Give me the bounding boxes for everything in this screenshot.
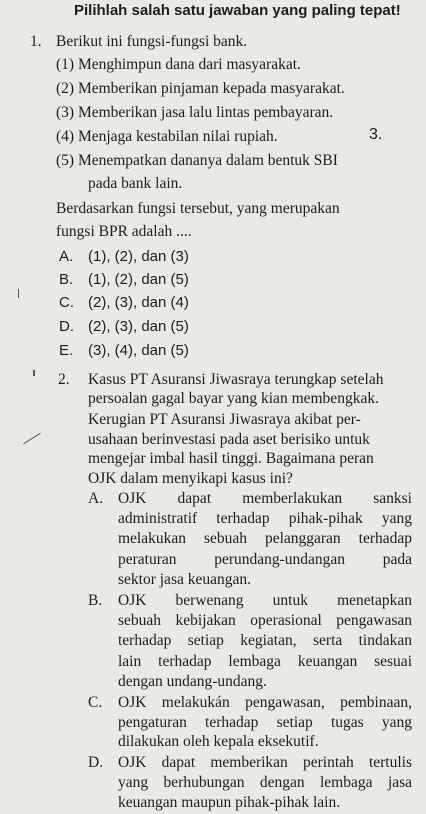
q1-option-e-letter: E.	[59, 342, 74, 359]
q1-option-d[interactable]: (2), (3), dan (5)	[88, 318, 189, 335]
q1-option-a[interactable]: (1), (2), dan (3)	[88, 248, 189, 265]
q2-option-b-line[interactable]: sebuah kebijakan operasional pengawasan	[118, 612, 412, 630]
q2-stem-line-6: OJK dalam menyikapi kasus ini?	[88, 469, 293, 487]
q2-option-b-letter: B.	[88, 591, 103, 609]
q1-option-d-letter: D.	[59, 318, 74, 335]
q2-option-c-line[interactable]: dilakukan oleh kepala eksekutif.	[118, 733, 319, 751]
q2-option-d-line[interactable]: OJK dapat memberikan perintah tertulis	[118, 753, 412, 771]
q2-stem-line-3: Kerugian PT Asuransi Jiwasraya akibat per-	[88, 410, 361, 428]
q2-option-c-line[interactable]: pengaturan terhadap setiap tugas yang	[118, 714, 412, 732]
q2-option-b-line[interactable]: OJK berwenang untuk menetapkan	[118, 591, 412, 609]
side-number: 3.	[369, 126, 383, 143]
q1-option-b[interactable]: (1), (2), dan (5)	[88, 271, 189, 288]
margin-pen-mark	[33, 370, 35, 376]
q2-option-b-line[interactable]: dengan undang-undang.	[118, 672, 267, 690]
q2-stem-line-2: persoalan gagal bayar yang kian membengkak.	[88, 390, 379, 408]
q1-option-c-letter: C.	[59, 294, 74, 311]
q1-option-b-letter: B.	[59, 271, 74, 288]
q2-option-b-line[interactable]: terhadap setiap kegiatan, serta tindakan	[118, 632, 412, 650]
q2-stem-line-5: mengejar imbal hasil tinggi. Bagaimana peran	[88, 450, 374, 468]
q2-option-a-line[interactable]: sektor jasa keuangan.	[118, 570, 251, 588]
q1-item-4: (4) Menjaga kestabilan nilai rupiah.	[56, 128, 278, 145]
q1-item-3: (3) Memberikan jasa lalu lintas pembayaran.	[56, 104, 334, 121]
q1-option-c[interactable]: (2), (3), dan (4)	[88, 294, 189, 311]
margin-pen-mark	[23, 432, 40, 443]
q1-question-line-1: Berdasarkan fungsi tersebut, yang merupakan	[56, 200, 340, 217]
q2-option-a-line[interactable]: administratif terhadap pihak-pihak yang	[118, 510, 412, 528]
instruction-header: Pilihlah salah satu jawaban yang paling tepat!	[74, 2, 401, 19]
q2-option-d-letter: D.	[88, 753, 104, 771]
q2-option-d-line[interactable]: keuangan maupun pihak-pihak lain.	[118, 794, 341, 812]
q2-stem-line-4: usahaan berinvestasi pada aset berisiko untuk	[88, 430, 370, 448]
q2-option-a-line[interactable]: melakukan sebuah pelanggaran terhadap	[118, 530, 412, 548]
q2-stem-line-1: Kasus PT Asuransi Jiwasraya terungkap setelah	[88, 371, 384, 389]
q2-option-b-line[interactable]: lain terhadap lembaga keuangan sesuai	[118, 652, 412, 670]
q2-number: 2.	[58, 371, 70, 389]
q1-stem: Berikut ini fungsi-fungsi bank.	[56, 33, 248, 50]
q2-option-d-line[interactable]: yang berhubungan dengan lembaga jasa	[118, 773, 412, 791]
q1-option-a-letter: A.	[59, 248, 74, 265]
margin-pen-mark	[18, 289, 19, 298]
q2-option-a-letter: A.	[88, 489, 104, 507]
q1-item-5-cont: pada bank lain.	[88, 175, 183, 192]
q1-item-2: (2) Memberikan pinjaman kepada masyarakat.	[56, 80, 345, 97]
q2-option-c-line[interactable]: OJK melakukán pengawasan, pembinaan,	[118, 693, 412, 711]
q2-option-c-letter: C.	[88, 693, 103, 711]
q2-option-a-line[interactable]: OJK dapat memberlakukan sanksi	[118, 489, 412, 507]
q1-option-e[interactable]: (3), (4), dan (5)	[88, 342, 189, 359]
q1-item-1: (1) Menghimpun dana dari masyarakat.	[56, 56, 301, 73]
q2-option-a-line[interactable]: peraturan perundang-undangan pada	[118, 550, 412, 568]
q1-number: 1.	[30, 33, 42, 50]
q1-question-line-2: fungsi BPR adalah ....	[56, 223, 192, 240]
q1-item-5: (5) Menempatkan dananya dalam bentuk SBI	[56, 152, 338, 169]
